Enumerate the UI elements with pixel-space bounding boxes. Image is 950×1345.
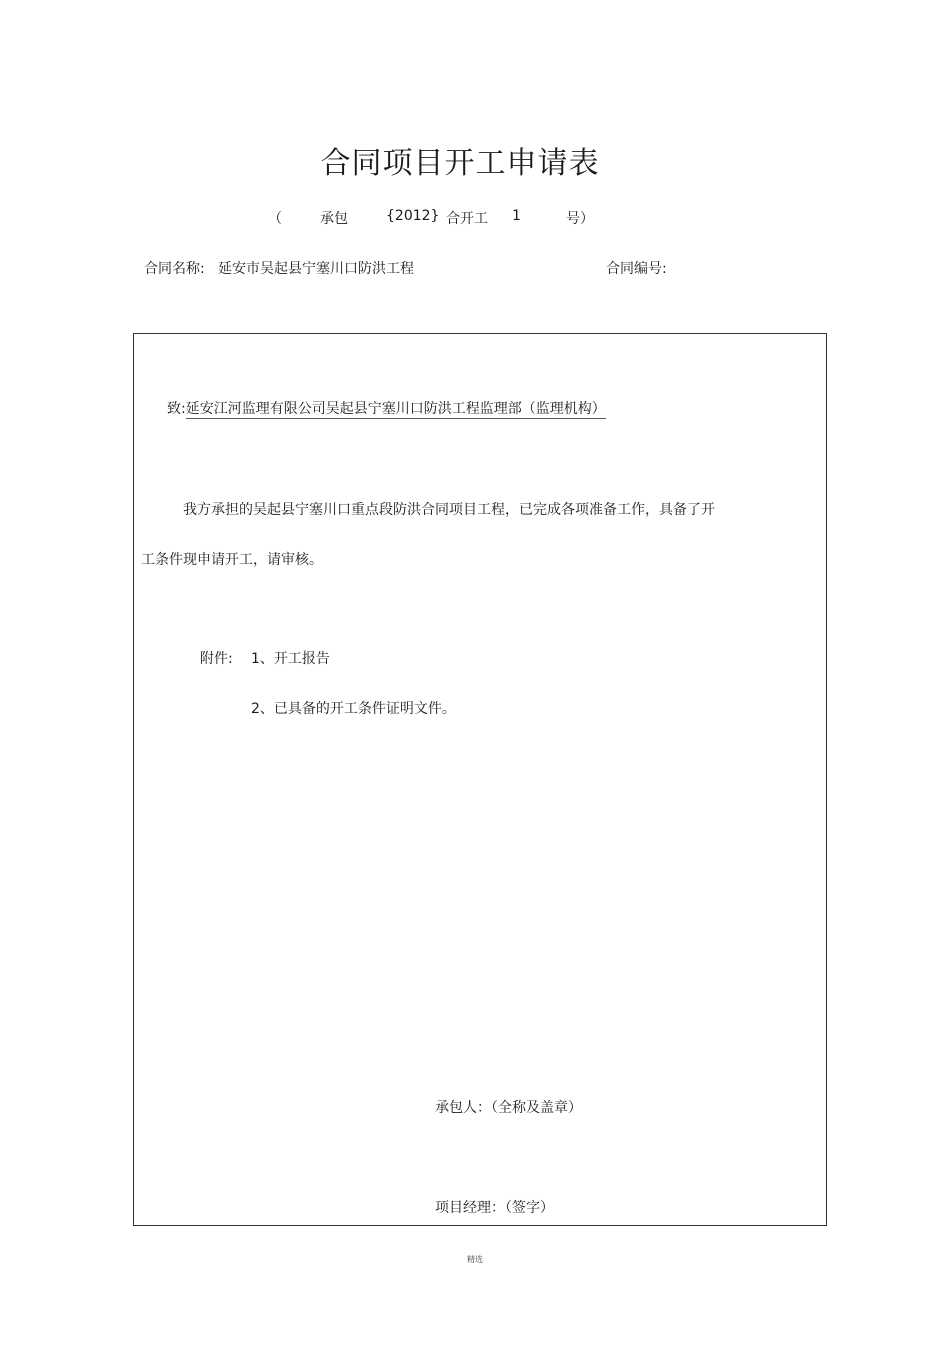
number-year: {2012} (386, 208, 440, 224)
recipient-value: 延安江河监理有限公司吴起县宁塞川口防洪工程监理部（监理机构） (185, 401, 606, 417)
document-title: 合同项目开工申请表 (320, 146, 600, 181)
number-value: 1 (512, 208, 521, 224)
attachment-item-2: 2、已具备的开工条件证明文件。 (251, 701, 456, 717)
attachment-item-1: 1、开工报告 (251, 651, 330, 667)
recipient-prefix: 致: (167, 401, 186, 417)
project-manager-signature-line: 项目经理：（签字） (435, 1200, 554, 1216)
application-form-box (133, 333, 827, 1226)
number-code: 合开工 (446, 211, 488, 227)
attachment-label: 附件: (200, 651, 233, 667)
number-cheng-bao: 承包 (320, 211, 348, 227)
contract-name-value: 延安市吴起县宁塞川口防洪工程 (218, 261, 414, 277)
page-footer: 精选 (467, 1255, 483, 1264)
contractor-signature-line: 承包人：（全称及盖章） (435, 1100, 582, 1116)
contract-number-label: 合同编号: (606, 261, 667, 277)
recipient-line (167, 398, 606, 418)
number-open-paren: （ (268, 211, 282, 227)
contract-name-label: 合同名称: (144, 261, 205, 277)
number-hao: 号） (566, 211, 594, 227)
application-paragraph-line2: 工条件现申请开工，请审核。 (141, 552, 323, 568)
application-paragraph-line1: 我方承担的吴起县宁塞川口重点段防洪合同项目工程，已完成各项准备工作，具备了开 (183, 502, 715, 518)
